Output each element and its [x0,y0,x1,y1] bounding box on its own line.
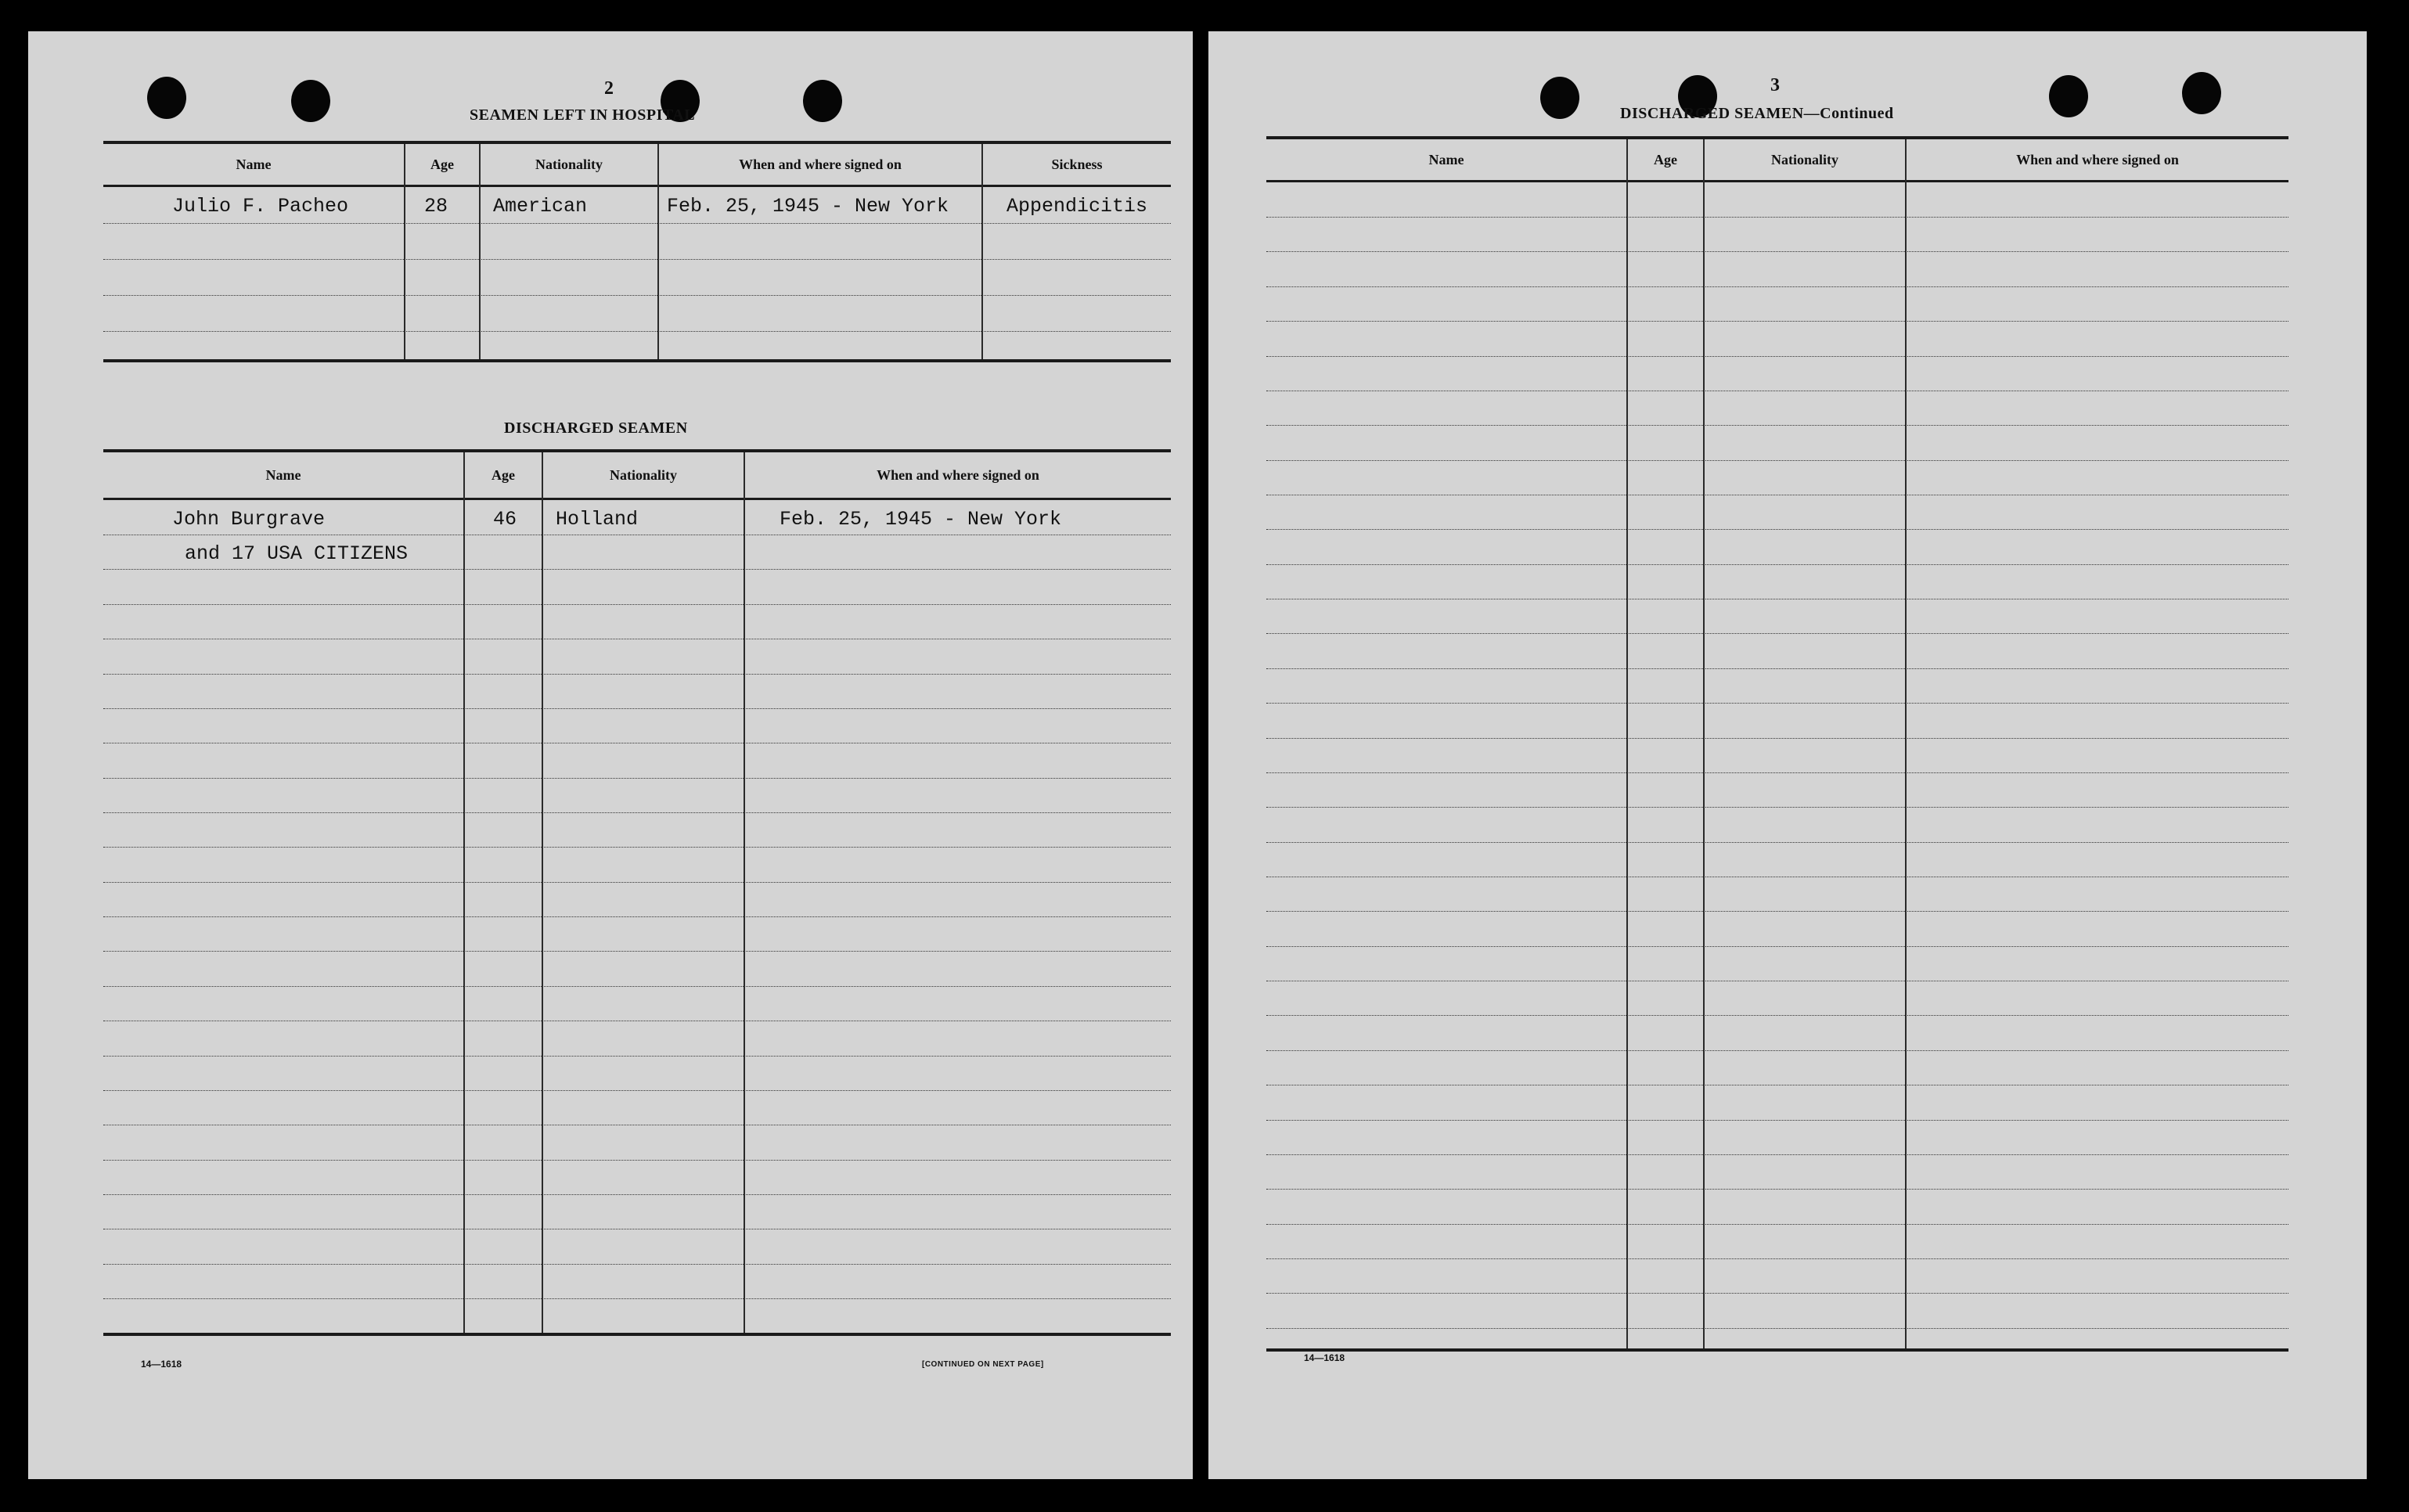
discharged-table [103,449,1171,1336]
hospital-row-name: Julio F. Pacheo [172,195,349,218]
punch-hole [2049,75,2088,117]
form-number: 14—1618 [141,1359,182,1370]
header-age: Age [1654,151,1677,167]
discharged-row-name: and 17 USA CITIZENS [185,542,409,565]
hospital-table [103,141,1171,362]
header-sickness: Sickness [1051,156,1103,172]
header-name: Name [236,156,272,172]
header-signed-on: When and where signed on [2016,151,2179,167]
header-age: Age [430,156,454,172]
punch-hole [1540,77,1579,119]
header-age: Age [492,466,515,483]
page-number: 2 [604,78,614,99]
hospital-table-header [103,144,1171,187]
continued-note: [CONTINUED ON NEXT PAGE] [922,1360,1044,1369]
hospital-row-age: 28 [424,195,448,218]
discharged-row-nationality: Holland [556,508,639,531]
discharged-continued-header [1266,139,2288,182]
header-signed-on: When and where signed on [739,156,902,172]
header-name: Name [265,466,301,483]
discharged-row-age: 46 [493,508,517,531]
punch-hole [2182,72,2221,114]
form-page-right [1208,31,2367,1479]
header-nationality: Nationality [609,466,677,483]
discharged-table-header [103,452,1171,500]
discharged-table-body [103,500,1171,1333]
discharged-continued-table [1266,136,2288,1352]
hospital-row-sickness: Appendicitis [1006,195,1148,218]
hospital-row-signed-on: Feb. 25, 1945 - New York [667,195,949,218]
discharged-continued-title: DISCHARGED SEAMEN—Continued [1620,105,1894,122]
header-nationality: Nationality [535,156,603,172]
form-number: 14—1618 [1304,1352,1345,1363]
discharged-row-signed-on: Feb. 25, 1945 - New York [780,508,1062,531]
discharged-row-name: John Burgrave [172,508,326,531]
hospital-table-body [103,187,1171,359]
header-signed-on: When and where signed on [877,466,1039,483]
punch-hole [803,80,842,122]
discharged-section-title: DISCHARGED SEAMEN [504,419,688,437]
form-page-left [28,31,1193,1479]
header-name: Name [1428,151,1464,167]
discharged-continued-body [1266,182,2288,1348]
punch-hole [147,77,186,119]
page-number: 3 [1770,75,1780,95]
punch-hole [291,80,330,122]
hospital-row-nationality: American [493,195,588,218]
hospital-section-title: SEAMEN LEFT IN HOSPITAL [470,106,696,124]
header-nationality: Nationality [1770,151,1838,167]
